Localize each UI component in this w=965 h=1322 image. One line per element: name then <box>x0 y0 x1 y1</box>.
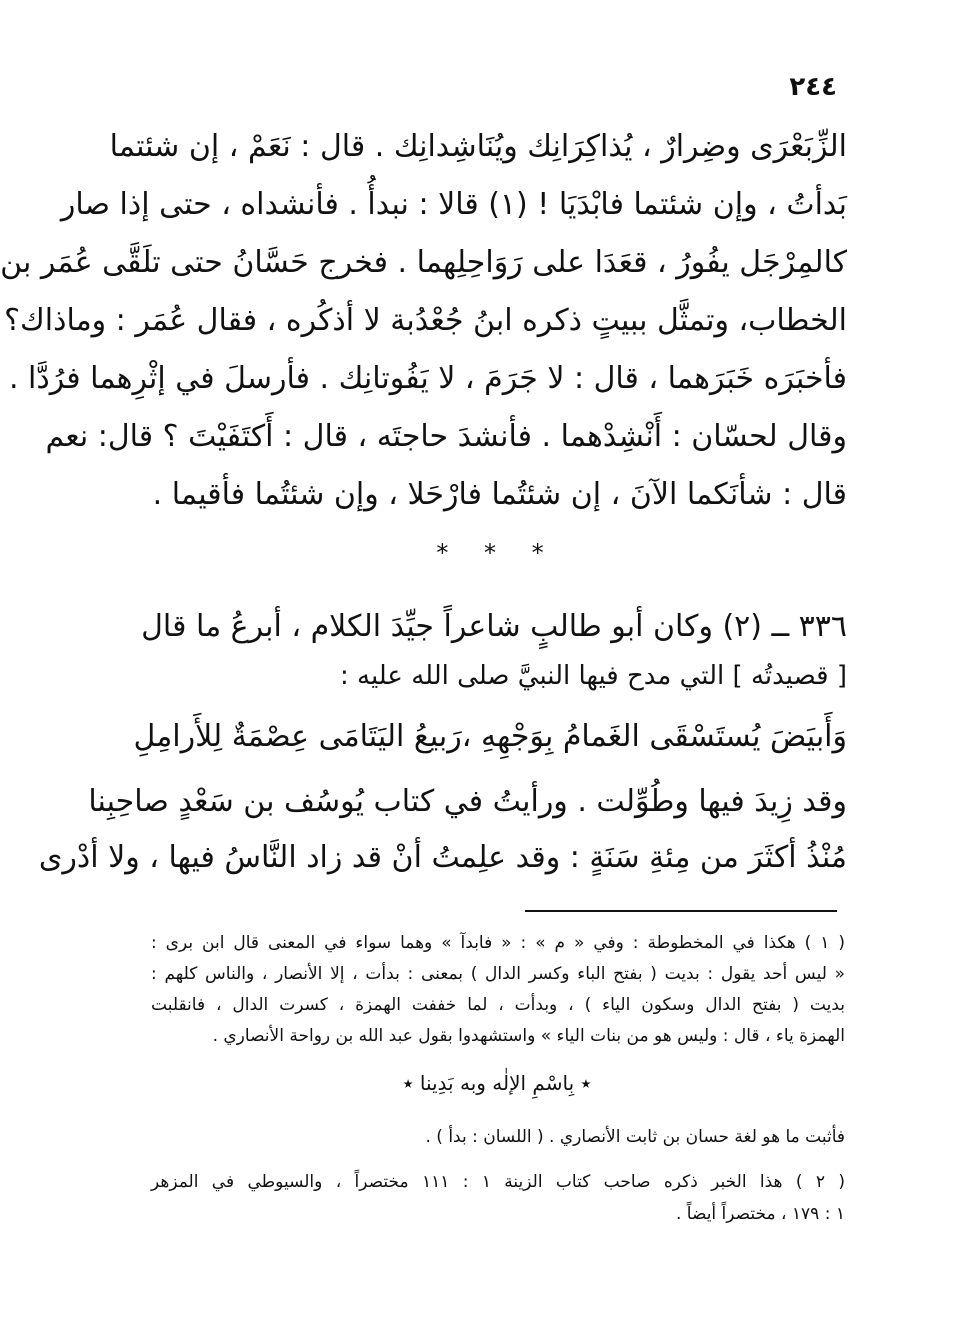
text-line: وقد زِيدَ فيها وطُوِّلت . ورأيتُ في كتاب يُوسُف بن سَعْدٍ صاحِبِنا <box>88 784 847 819</box>
footnote-line: ( ١ ) هكذا في المخطوطة : وفي « م » : « فابدآ » وهما سواء في المعنى قال ابن برى : <box>151 933 845 953</box>
paragraph-2 <box>141 598 847 696</box>
text-line: وقال لحسّان : أَنْشِدْهما . فأنشدَ حاجتَه ، قال : أَكتَفَيْتَ ؟ قال: نعم <box>45 419 847 454</box>
page-number: ٢٤٤ <box>789 72 837 102</box>
text-line: كالمِرْجَل يفُورُ ، قعَدَا على رَوَاحِلِهما . فخرج حَسَّانُ حتى تلَقَّى عُمَر بن <box>0 245 847 280</box>
paragraph-1 <box>0 118 847 524</box>
footnote-1 <box>151 928 845 1052</box>
text-line: ٣٣٦ ــ (٢) وكان أبو طالبٍ شاعراً جيِّدَ الكلام ، أبرعُ ما قال <box>141 609 847 644</box>
poem-verse <box>133 708 847 766</box>
text-line: الزِّبَعْرَى وضِرارٌ ، يُذاكِرَانِك ويُنَاشِدانِك . قال : نَعَمْ ، إن شئتما <box>109 129 847 164</box>
footnote-line: ( ٢ ) هذا الخبر ذكره صاحب كتاب الزينة ١ : ١١١ مختصراً ، والسيوطي في المزهر <box>151 1172 845 1192</box>
section-separator: * * * <box>436 539 558 567</box>
footnote-verse: ٭ بِاسْمِ الإلٰه وبه بَدِينا ٭ <box>402 1071 592 1095</box>
footnote-line: بديت ( بفتح الدال وسكون الياء ) ، وبدأت ، لما خففت الهمزة ، كسرت الدال ، فانقلبت <box>151 995 845 1015</box>
text-line: قال : شأنَكما الآنَ ، إن شئتُما فارْحَلا ، وإن شئتُما فأقيما . <box>152 477 847 512</box>
footnote-line: ١ : ١٧٩ ، مختصراً أيضاً . <box>675 1204 845 1224</box>
footnote-line: الهمزة ياء ، قال : وليس هو من بنات الياء » واستشهدوا بقول عبد الله بن رواحة الأنصاري . <box>212 1026 845 1046</box>
footnote-divider <box>525 910 837 912</box>
footnote-line: « ليس أحد يقول : بديت ( بفتح الباء وكسر الدال ) بمعنى : بدأت ، إلا الأنصار ، والناس كلهم : <box>151 964 845 984</box>
verse-first-hemistich: وَأَبيَضَ يُستَسْقَى الغَمامُ بِوَجْهِهِ ، <box>461 719 847 754</box>
text-line: بَدأتُ ، وإن شئتما فابْدَيَا ! (١) قالا : نبدأُ . فأنشداه ، حتى إذا صار <box>60 187 847 222</box>
text-line: فأخبَرَه خَبَرَهما ، قال : لا جَرَمَ ، لا يَفُوتانِك . فأرسلَ في إثْرِهما فرُدَّا . <box>8 361 847 396</box>
verse-second-hemistich: رَبيعُ اليَتَامَى عِصْمَةٌ لِلأَرامِلِ <box>133 719 462 754</box>
footnote-source: فأثبت ما هو لغة حسان بن ثابت الأنصاري . ( اللسان : بدأ ) . <box>425 1127 845 1147</box>
footnote-2 <box>151 1166 845 1230</box>
text-line: [ قصيدتُه ] التي مدح فيها النبيَّ صلى الله عليه : <box>340 661 847 691</box>
text-line: الخطاب، وتمثَّل ببيتٍ ذكره ابنُ جُعْدُبة لا أذكُره ، فقال عُمَر : وماذاك؟ <box>4 303 847 338</box>
paragraph-3 <box>38 774 847 886</box>
text-line: مُنْذُ أكثَرَ من مِئةِ سَنَةٍ : وقد علِمتُ أنْ قد زاد النَّاسُ فيها ، ولا أدْرى <box>38 840 847 875</box>
